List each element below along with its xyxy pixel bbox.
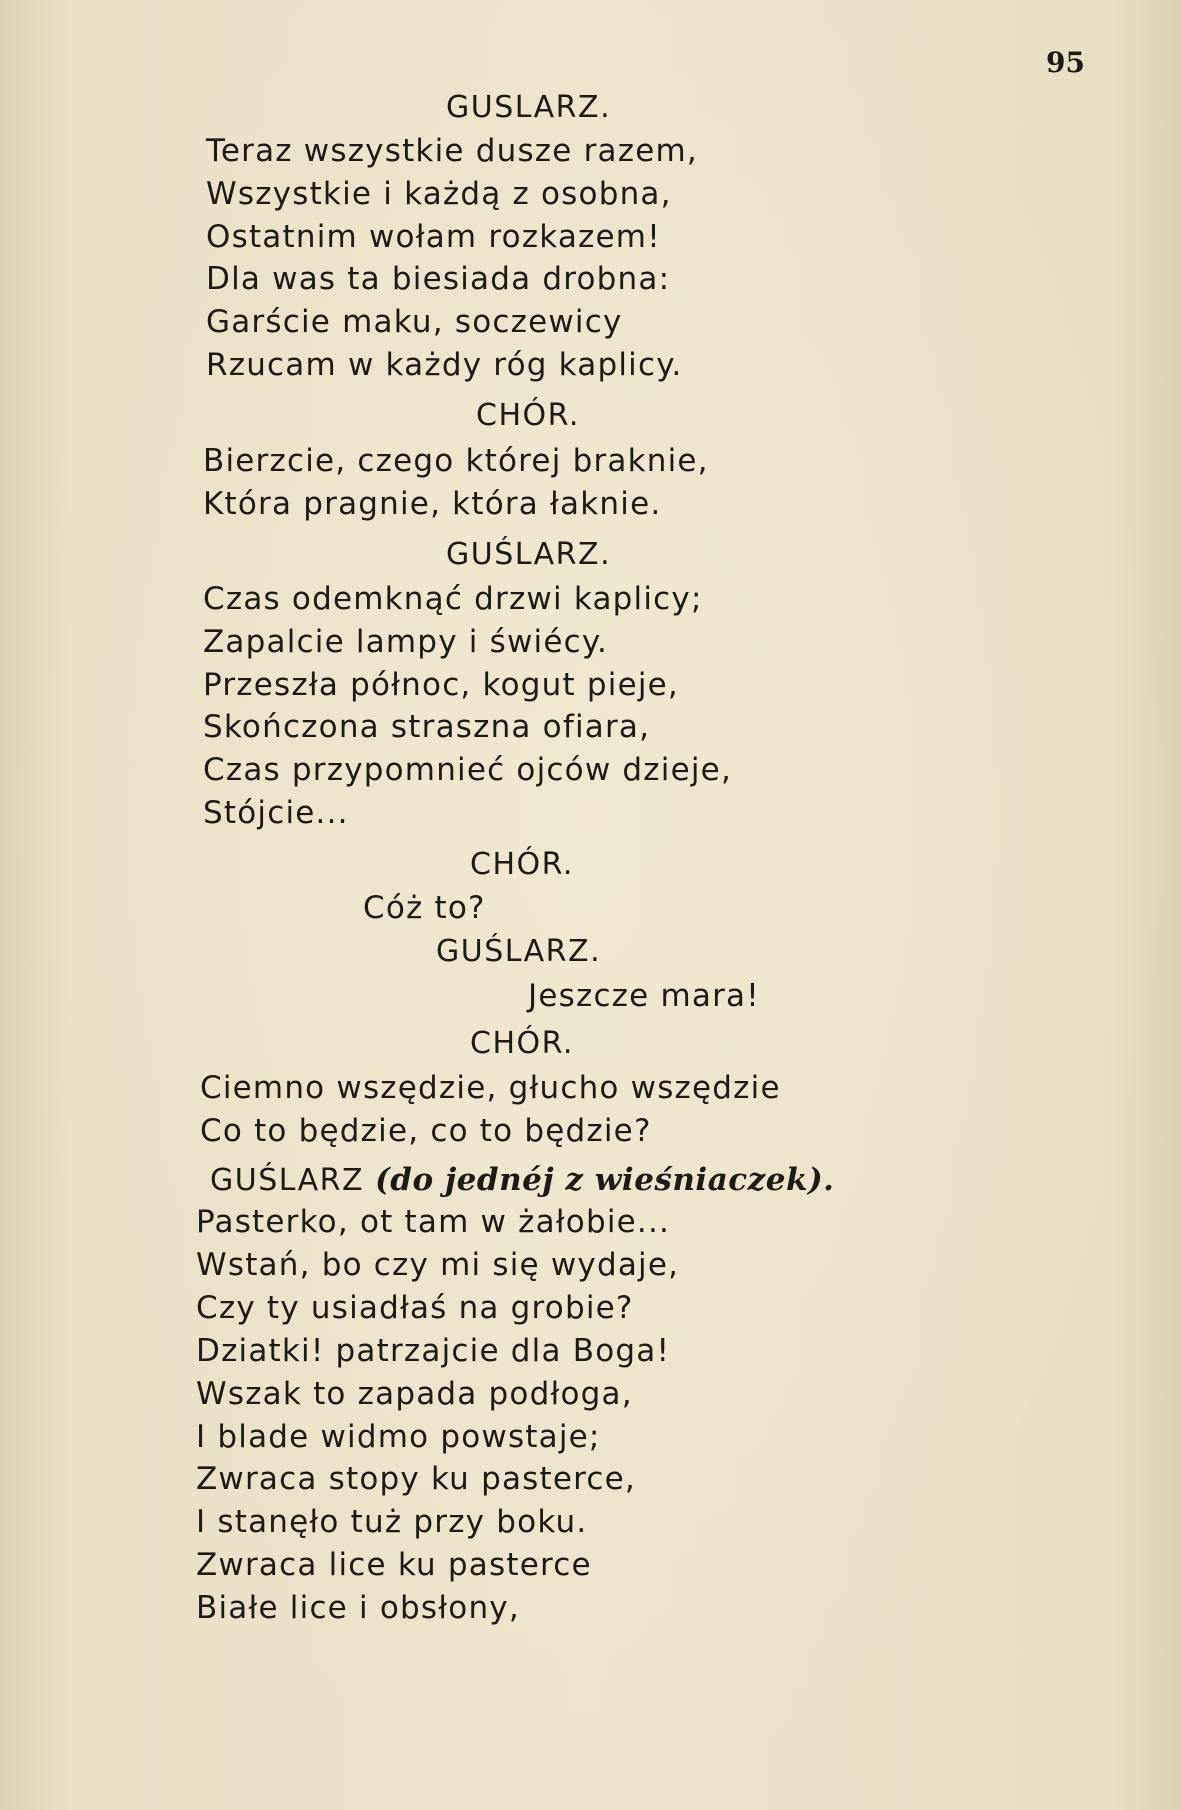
speaker-guslarz: GUŚLARZ. <box>436 934 602 969</box>
verse-line: Teraz wszystkie dusze razem, <box>206 133 698 169</box>
verse-line: Skończona straszna ofiara, <box>203 709 651 745</box>
speaker-chor: CHÓR. <box>476 398 580 433</box>
verse-line: Czas odemknąć drzwi kaplicy; <box>203 581 703 617</box>
speaker-with-direction <box>210 1160 834 1201</box>
verse-line: Pasterko, ot tam w żałobie... <box>196 1204 671 1240</box>
verse-line: Bierzcie, czego której braknie, <box>203 443 709 479</box>
verse-line: Wszak to zapada podłoga, <box>196 1376 633 1412</box>
verse-line: Co to będzie, co to będzie? <box>200 1113 652 1149</box>
page-number: 95 <box>1046 46 1085 79</box>
speaker-guslarz: GUŚLARZ <box>210 1163 365 1198</box>
verse-line: Zwraca lice ku pasterce <box>196 1547 592 1583</box>
verse-line: Dla was ta biesiada drobna: <box>206 261 671 297</box>
speaker-chor: CHÓR. <box>470 847 574 882</box>
verse-line: Wstań, bo czy mi się wydaje, <box>196 1247 680 1283</box>
verse-line: Czas przypomnieć ojców dzieje, <box>203 752 733 788</box>
verse-line: Garście maku, soczewicy <box>206 304 623 340</box>
verse-line: I blade widmo powstaje; <box>196 1419 601 1455</box>
verse-line: Zwraca stopy ku pasterce, <box>196 1461 636 1497</box>
speaker-guslarz: GUSLARZ. <box>446 90 612 125</box>
verse-line: Jeszcze mara! <box>528 978 760 1014</box>
speaker-guslarz: GUŚLARZ. <box>446 537 612 572</box>
verse-line: Ostatnim wołam rozkazem! <box>206 219 661 255</box>
speaker-chor: CHÓR. <box>470 1026 574 1061</box>
verse-line: I stanęło tuż przy boku. <box>196 1504 588 1540</box>
stage-direction: (do jednéj z wieśniaczek). <box>375 1162 835 1198</box>
verse-line: Stójcie... <box>203 795 349 831</box>
verse-line: Która pragnie, która łaknie. <box>203 486 662 522</box>
verse-line: Ciemno wszędzie, głucho wszędzie <box>200 1070 781 1106</box>
verse-line: Przeszła północ, kogut pieje, <box>203 667 679 703</box>
verse-line: Rzucam w każdy róg kaplicy. <box>206 347 683 383</box>
verse-line: Cóż to? <box>363 890 486 926</box>
verse-line: Wszystkie i każdą z osobna, <box>206 176 672 212</box>
verse-line: Czy ty usiadłaś na grobie? <box>196 1290 634 1326</box>
verse-line: Dziatki! patrzajcie dla Boga! <box>196 1333 671 1369</box>
verse-line: Białe lice i obsłony, <box>196 1590 520 1626</box>
verse-line: Zapalcie lampy i świécy. <box>203 624 609 660</box>
